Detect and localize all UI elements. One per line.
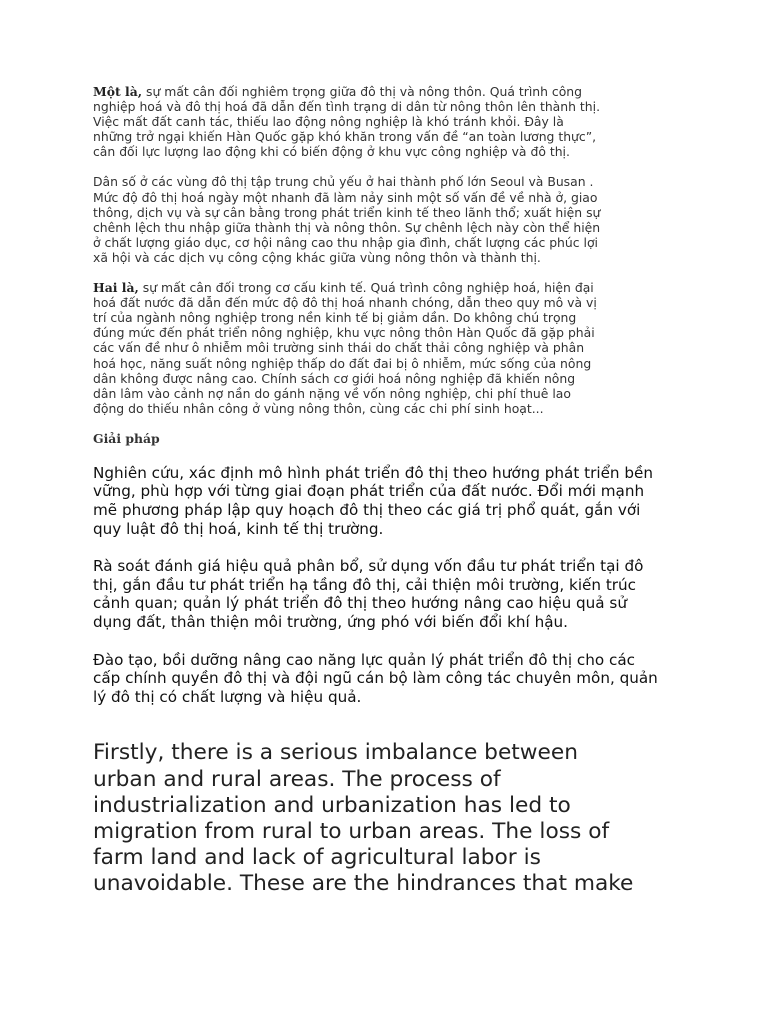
text-line: những trở ngại khiến Hàn Quốc gặp khó khăn trong vấn đề “an toàn lương thực”, <box>93 129 597 145</box>
section-heading: Giải pháp <box>93 430 160 446</box>
text-line: cảnh quan; quản lý phát triển đô thị theo hướng nâng cao hiệu quả sử <box>93 594 627 613</box>
solution-paragraph-1 <box>93 464 678 538</box>
text-line: thị, gắn đầu tư phát triển hạ tầng đô thị, cải thiện môi trường, kiến trúc <box>93 575 637 594</box>
text-line: Việc mất đất canh tác, thiếu lao động nông nghiệp là khó tránh khỏi. Đây là <box>93 114 564 130</box>
text-line: cấp chính quyền đô thị và đội ngũ cán bộ làm công tác chuyên môn, quản <box>93 669 658 688</box>
text-line: Hai là, sự mất cân đối trong cơ cấu kinh tế. Quá trình công nghiệp hoá, hiện đại <box>93 280 594 296</box>
text-line: chênh lệch thu nhập giữa thành thị và nông thôn. Sự chênh lệch này còn thể hiện <box>93 219 601 235</box>
text-line: quy luật đô thị hoá, kinh tế thị trường. <box>93 519 384 538</box>
text-line: farm land and lack of agricultural labor is <box>93 845 541 871</box>
text-line: Rà soát đánh giá hiệu quả phân bổ, sử dụng vốn đầu tư phát triển tại đô <box>93 557 644 576</box>
text-line: Dân số ở các vùng đô thị tập trung chủ yếu ở hai thành phố lớn Seoul và Busan . <box>93 174 594 190</box>
text-line: hoá đất nước đã dẫn đến mức độ đô thị hoá nhanh chóng, dẫn theo quy mô và vị <box>93 295 597 311</box>
lead-phrase: Một là, <box>93 84 143 99</box>
text-line: Nghiên cứu, xác định mô hình phát triển đô thị theo hướng phát triển bền <box>93 463 653 482</box>
text-line: lý đô thị có chất lượng và hiệu quả. <box>93 687 362 706</box>
text-line: industrialization and urbanization has led to <box>93 792 571 818</box>
paragraph-mot-la <box>93 84 678 159</box>
text-line: Firstly, there is a serious imbalance between <box>93 740 578 766</box>
text-line: dụng đất, thân thiện môi trường, ứng phó với biến đổi khí hậu. <box>93 613 568 632</box>
english-paragraph <box>93 740 678 897</box>
text-line: thông, dịch vụ và sự cân bằng trong phát triển kinh tế theo lãnh thổ; xuất hiện sự <box>93 204 601 220</box>
text-line: cân đối lực lượng lao động khi có biến động ở khu vực công nghiệp và đô thị. <box>93 144 570 160</box>
paragraph-hai-la <box>93 280 678 416</box>
text-line: Một là, sự mất cân đối nghiêm trọng giữa đô thị và nông thôn. Quá trình công <box>93 84 583 99</box>
text-line: urban and rural areas. The process of <box>93 766 501 792</box>
text-line: dân không được nâng cao. Chính sách cơ giới hoá nông nghiệp đã khiến nông <box>93 370 576 386</box>
text-line: vững, phù hợp với từng giai đoạn phát triển của đất nước. Đổi mới mạnh <box>93 482 645 501</box>
text-line: unavoidable. These are the hindrances that make <box>93 871 634 897</box>
text-line: mẽ phương pháp lập quy hoạch đô thị theo các giá trị phổ quát, gắn với <box>93 501 641 520</box>
text-line: Mức độ đô thị hoá ngày một nhanh đã làm nảy sinh một số vấn đề về nhà ở, giao <box>93 189 598 205</box>
text-line: động do thiếu nhân công ở vùng nông thôn, cùng các chi phí sinh hoạt... <box>93 400 544 416</box>
text-line: nghiệp hoá và đô thị hoá đã dẫn đến tình trạng di dân từ nông thôn lên thành thị. <box>93 99 601 115</box>
text-line: ở chất lượng giáo dục, cơ hội nâng cao thu nhập gia đình, chất lượng các phúc lợi <box>93 234 598 250</box>
text-line: các vấn đề như ô nhiễm môi trường sinh thái do chất thải công nghiệp và phân <box>93 340 585 356</box>
paragraph-dan-so <box>93 174 678 265</box>
text-line: hoá học, năng suất nông nghiệp thấp do đất đai bị ô nhiễm, mức sống của nông <box>93 355 592 371</box>
text-line: migration from rural to urban areas. The loss of <box>93 819 610 845</box>
solution-paragraph-3 <box>93 651 678 707</box>
text-line: xã hội và các dịch vụ công cộng khác giữa vùng nông thôn và thành thị. <box>93 249 541 265</box>
solution-paragraph-2 <box>93 557 678 631</box>
text-line: dân lâm vào cảnh nợ nần do gánh nặng về vốn nông nghiệp, chi phí thuê lao <box>93 385 571 401</box>
lead-phrase: Hai là, <box>93 280 139 296</box>
text-line: đúng mức đến phát triển nông nghiệp, khu vực nông thôn Hàn Quốc đã gặp phải <box>93 325 595 341</box>
text-line: Đào tạo, bồi dưỡng nâng cao năng lực quản lý phát triển đô thị cho các <box>93 650 636 669</box>
text-line: trí của ngành nông nghiệp trong nền kinh tế bị giảm dần. Do không chú trọng <box>93 310 577 326</box>
